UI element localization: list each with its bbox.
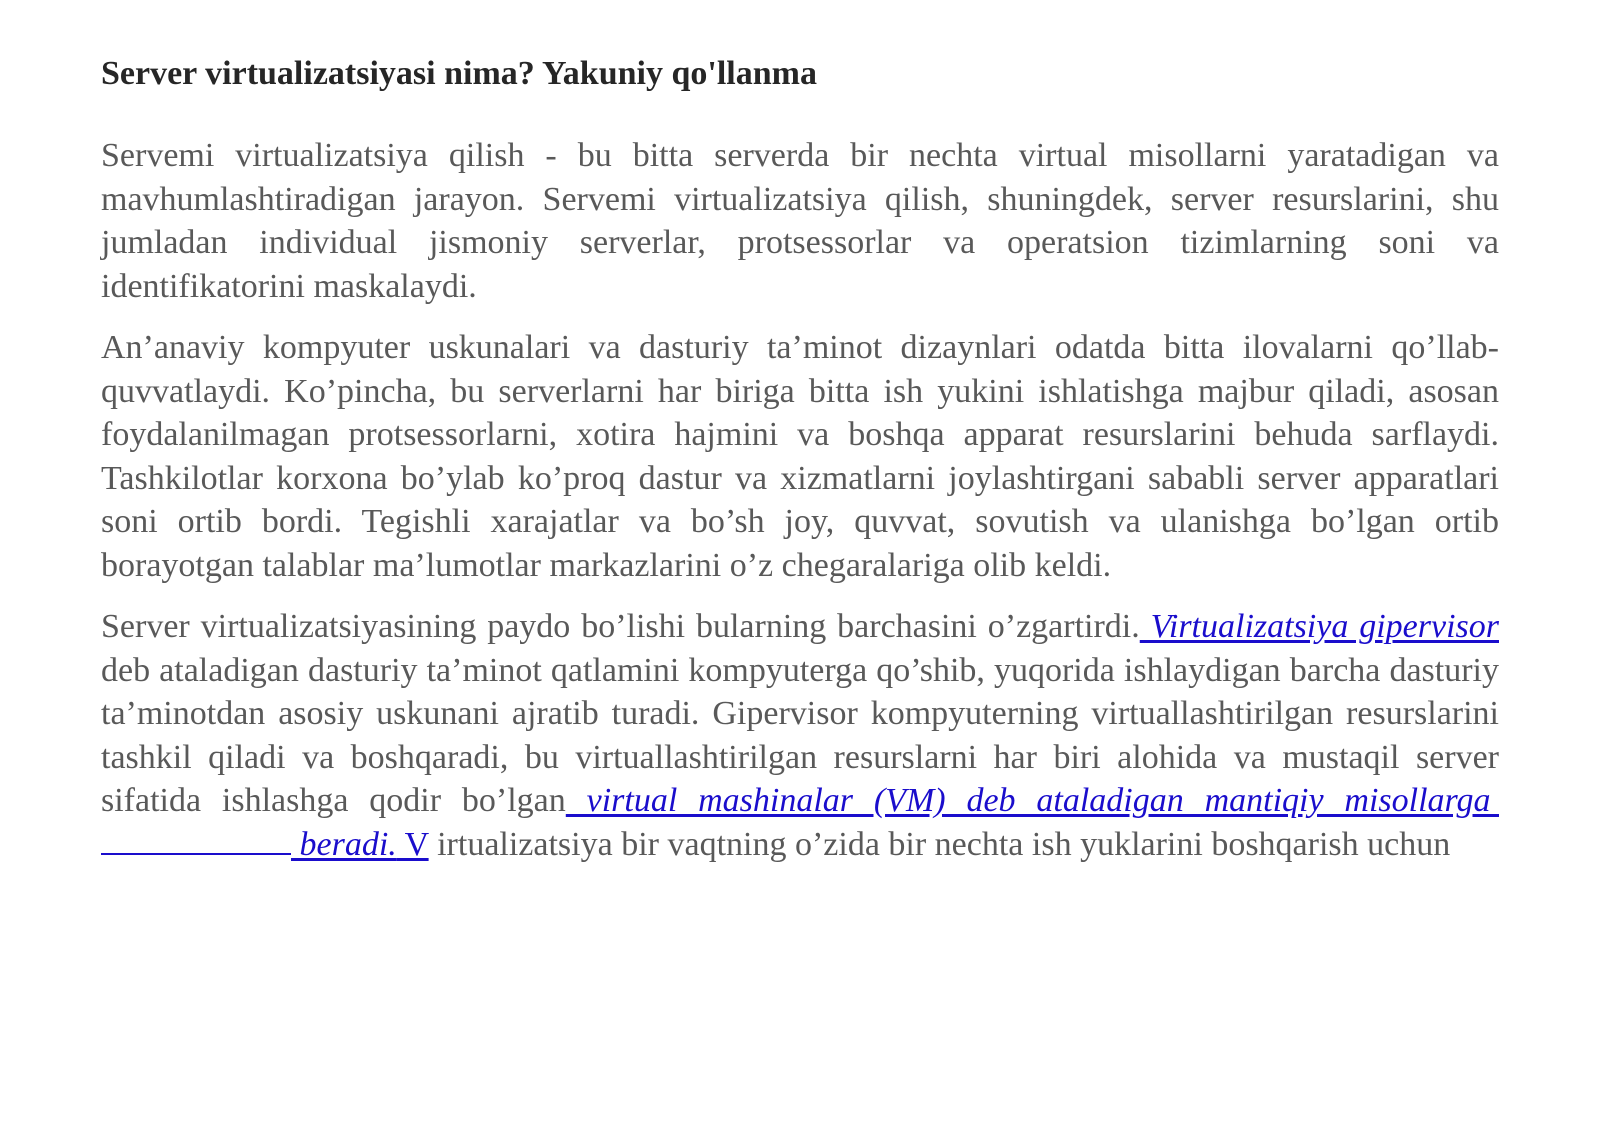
hypervisor-link[interactable]: Virtualizatsiya gipervisor: [1139, 608, 1499, 645]
virtual-machines-link-text: virtual mashinalar (VM) deb ataladigan mantiqiy misollarga: [565, 782, 1491, 819]
virtual-machines-link-tail: beradi.: [299, 825, 397, 863]
paragraph-text: irtualizatsiya bir vaqtning o’zida bir nechta ish yuklarini boshqarish uchun: [437, 825, 1451, 863]
page-title: Server virtualizatsiyasi nima? Yakuniy qo'llanma: [101, 55, 817, 92]
paragraph-hypervisor: [101, 605, 1499, 866]
link-underline-gap: [101, 852, 291, 855]
paragraph-traditional-hardware: An’anaviy kompyuter uskunalari va dasturiy ta’minot dizaynlari odatda bitta ilovalarni qo’llab-quvvatlaydi. Ko’pincha, bu serverlarni har biriga bitta ish yukini ishlatishga majbur qiladi, asosan foydalanilmagan protsessorlarni, xotira hajmini va boshqa apparat resurslarini behuda sarflaydi. Tashkilotlar korxona bo’ylab ko’proq dastur va xizmatlarni joylashtirgani sababli server apparatlari soni ortib bordi. Tegishli xarajatlar va bo’sh joy, quvvat, sovutish va ulanishga bo’lgan ortib borayotgan talablar ma’lumotlar markazlarini o’z chegaralariga olib keldi.: [101, 329, 1499, 584]
paragraph-intro: Servemi virtualizatsiya qilish - bu bitta serverda bir nechta virtual misollarni yaratadigan va mavhumlashtiradigan jarayon. Servemi virtualizatsiya qilish, shuningdek, server resurslarini, shu jumladan individual jismoniy serverlar, protsessorlar va operatsion tizimlarning soni va identifikatorini maskalaydi.: [101, 137, 1499, 305]
paragraph-text: Server virtualizatsiyasining paydo bo’lishi bularning barchasini o’zgartirdi.: [101, 608, 1140, 645]
paragraph-text: deb ataladigan dasturiy ta’minot qatlamini kompyuterga qo’shib, yuqorida ishlaydigan barcha dasturiy ta’minotdan asosiy uskunani ajratib turadi. Gipervisor kompyuterning virtuallashtirilgan resurslarini tashkil qiladi va boshqaradi, bu virtuallashtirilgan resurslarni har biri alohida va mustaqil server sifatida ishlashga qodir bo’lgan: [101, 651, 1499, 819]
document-page: [101, 48, 1499, 884]
virtual-machines-link-tail-upright: V: [396, 825, 429, 863]
